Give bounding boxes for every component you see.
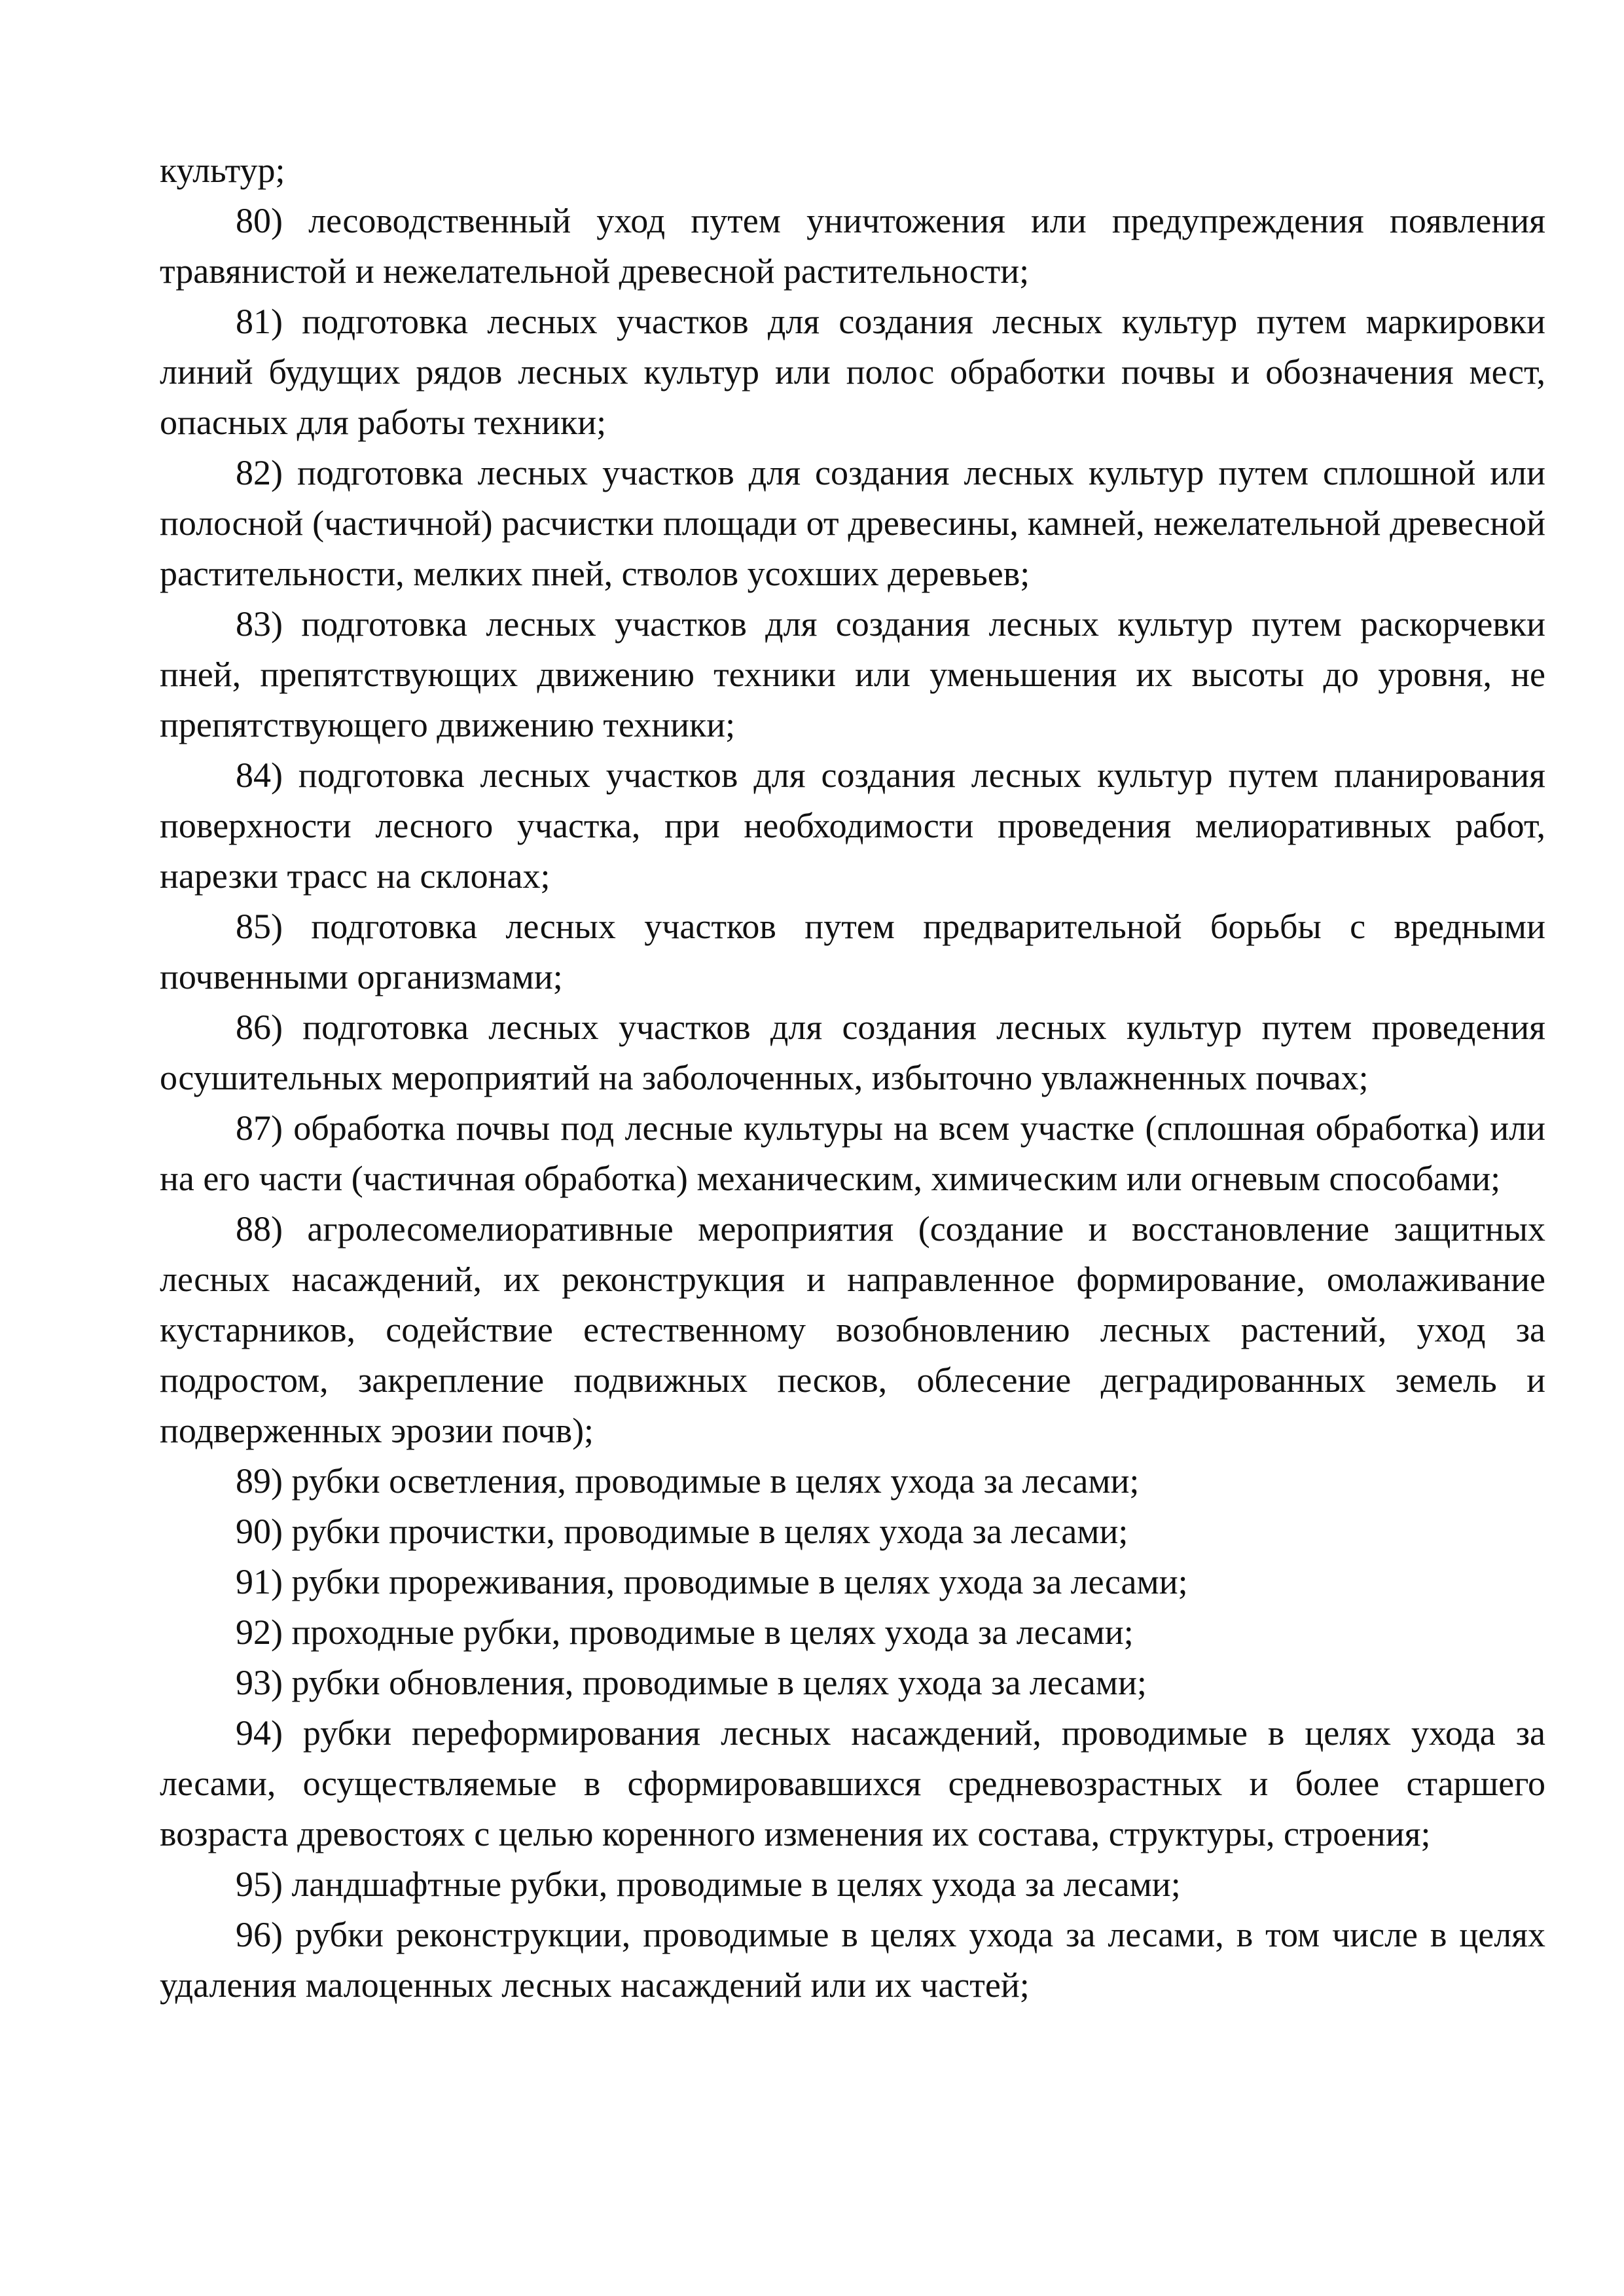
list-item-90: 90) рубки прочистки, проводимые в целях ухода за лесами; (236, 1512, 1128, 1551)
list-item-92: 92) проходные рубки, проводимые в целях ухода за лесами; (236, 1613, 1134, 1652)
list-item-93: 93) рубки обновления, проводимые в целях ухода за лесами; (236, 1663, 1147, 1702)
list-item-82: 82) подготовка лесных участков для создания лесных культур путем сплошной или полосной (частичной) расчистки площади от древесины, камней, нежелательной древесной растительности, мелких пней, стволов усохших деревьев; (160, 453, 1545, 593)
list-item-87: 87) обработка почвы под лесные культуры на всем участке (сплошная обработка) или на его части (частичная обработка) механическим, химическим или огневым способами; (160, 1108, 1545, 1198)
paragraph-continuation: культур; (160, 151, 285, 190)
list-item-81: 81) подготовка лесных участков для создания лесных культур путем маркировки линий будущих рядов лесных культур или полос обработки почвы и обозначения мест, опасных для работы техники; (160, 302, 1545, 442)
list-item-91: 91) рубки прореживания, проводимые в целях ухода за лесами; (236, 1562, 1188, 1601)
list-item-84: 84) подготовка лесных участков для создания лесных культур путем планирования поверхности лесного участка, при необходимости проведения мелиоративных работ, нарезки трасс на склонах; (160, 756, 1545, 896)
list-item-96: 96) рубки реконструкции, проводимые в целях ухода за лесами, в том числе в целях удаления малоценных лесных насаждений или их частей; (160, 1915, 1545, 2005)
document-body (160, 145, 1545, 2011)
list-item-94: 94) рубки переформирования лесных насаждений, проводимые в целях ухода за лесами, осуществляемые в сформировавшихся средневозрастных и более старшего возраста древостоях с целью коренного изменения их состава, структуры, строения; (160, 1713, 1545, 1853)
list-item-85: 85) подготовка лесных участков путем предварительной борьбы с вредными почвенными организмами; (160, 907, 1545, 996)
list-item-89: 89) рубки осветления, проводимые в целях ухода за лесами; (236, 1461, 1140, 1501)
list-item-80: 80) лесоводственный уход путем уничтожения или предупреждения появления травянистой и нежелательной древесной растительности; (160, 201, 1545, 291)
list-item-83: 83) подготовка лесных участков для создания лесных культур путем раскорчевки пней, препятствующих движению техники или уменьшения их высоты до уровня, не препятствующего движению техники; (160, 604, 1545, 744)
list-item-95: 95) ландшафтные рубки, проводимые в целях ухода за лесами; (236, 1865, 1181, 1904)
list-item-86: 86) подготовка лесных участков для создания лесных культур путем проведения осушительных мероприятий на заболоченных, избыточно увлажненных почвах; (160, 1008, 1545, 1097)
list-item-88: 88) агролесомелиоративные мероприятия (создание и восстановление защитных лесных насаждений, их реконструкция и направленное формирование, омолаживание кустарников, содействие естественному возобновлению лесных растений, уход за подростом, закрепление подвижных песков, облесение деградированных земель и подверженных эрозии почв); (160, 1209, 1545, 1450)
